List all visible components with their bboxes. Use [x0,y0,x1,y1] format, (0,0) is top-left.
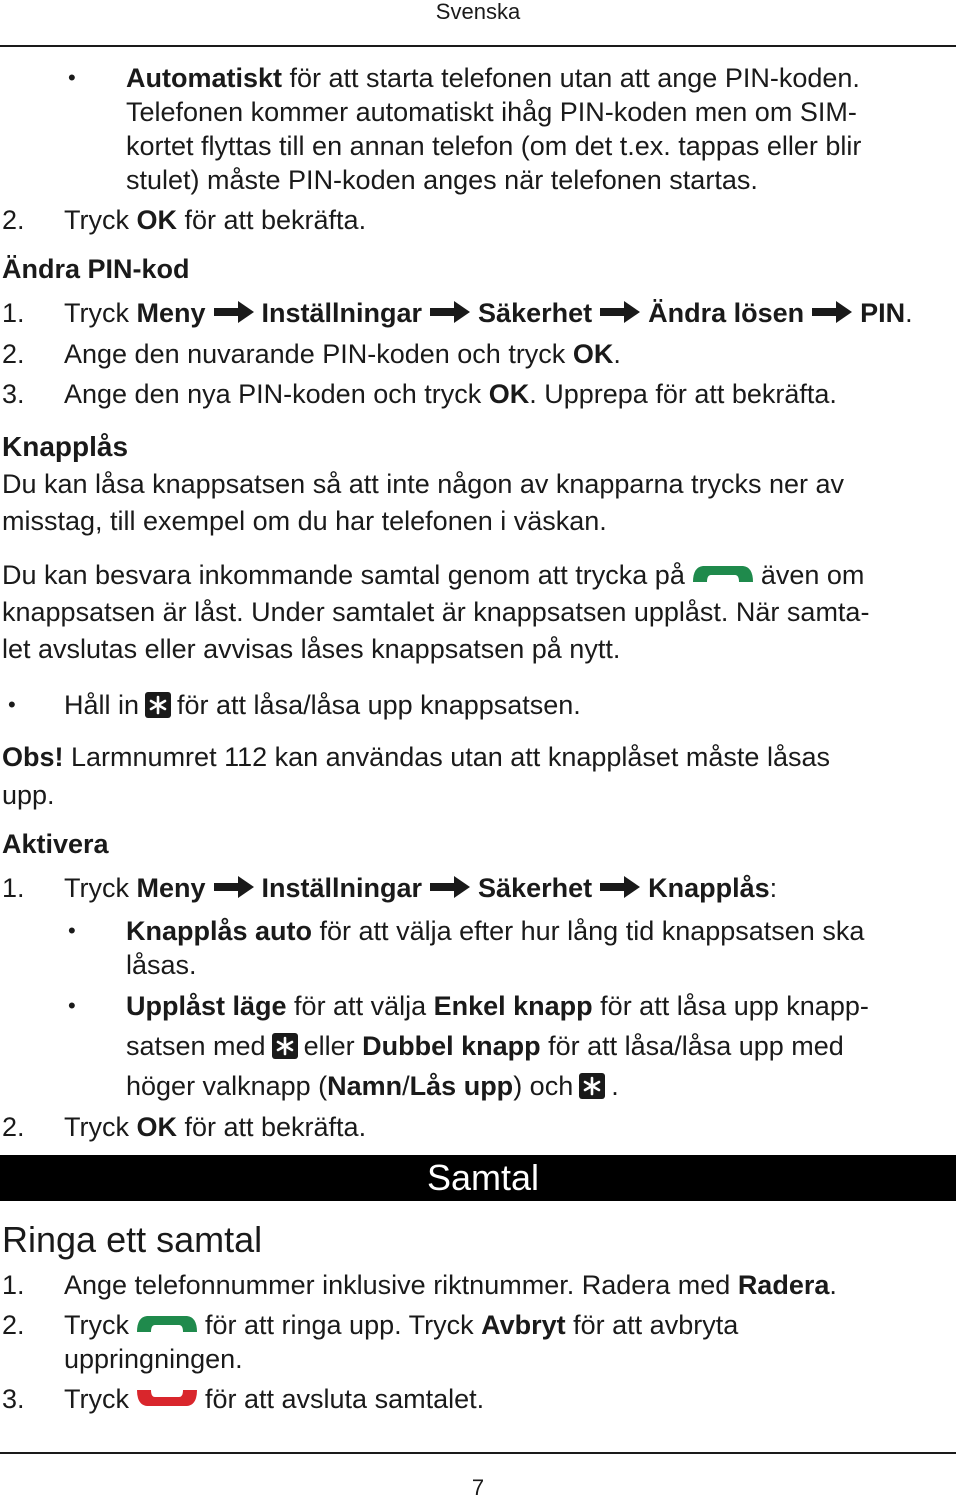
change-pin-heading: Ändra PIN-kod [2,254,190,284]
unlock-mode-option-line: höger valknapp (Namn/Lås upp) och . [126,1071,619,1101]
star-key-icon [579,1073,605,1099]
step-number: 1. [2,298,25,328]
auto-pin-text-line: stulet) måste PIN-koden anges när telefonen startas. [126,165,758,195]
arrow-right-icon [598,299,642,325]
section-title-bar [0,1155,956,1201]
step-number: 1. [2,1270,25,1300]
step-number: 3. [2,1384,25,1414]
end-call-key-icon [135,1388,199,1408]
answer-call-paragraph-line: knappsatsen är låst. Under samtalet är knappsatsen upplåst. När samta- [2,597,870,627]
bullet-marker: • [8,692,16,717]
activate-heading: Aktivera [2,829,109,859]
dial-step-line: uppringningen. [64,1344,243,1374]
enter-current-pin-step: Ange den nuvarande PIN-koden och tryck OK. [64,339,621,369]
arrow-right-icon [212,874,256,900]
hold-star-instruction: Håll in för att låsa/låsa upp knappsatsen. [64,690,581,720]
arrow-right-icon [428,299,472,325]
star-key-icon [272,1033,298,1059]
activate-menu-path: Tryck Meny Inställningar Säkerhet Knapplås: [64,873,778,903]
step-number: 2. [2,1112,25,1142]
step-number: 3. [2,379,25,409]
make-call-heading: Ringa ett samtal [2,1219,263,1260]
auto-pin-text-line: Telefonen kommer automatiskt ihåg PIN-koden men om SIM- [126,97,857,127]
step-number: 2. [2,205,25,235]
page-number: 7 [471,1475,485,1500]
dial-step: Tryck för att ringa upp. Tryck Avbryt för att avbryta [64,1310,739,1340]
bullet-marker: • [68,65,76,90]
unlock-mode-option-line: satsen med eller Dubbel knapp för att låsa/låsa upp med [126,1031,844,1061]
call-key-icon [135,1314,199,1334]
section-title: Samtal [426,1157,540,1198]
step-number: 2. [2,339,25,369]
enter-new-pin-step: Ange den nya PIN-koden och tryck OK. Upprepa för att bekräfta. [64,379,837,409]
page-header-language: Svenska [435,0,521,24]
unlock-mode-option: Upplåst läge för att välja Enkel knapp för att låsa upp knapp- [126,991,869,1021]
answer-call-paragraph-line: Du kan besvara inkommande samtal genom att trycka på även om [2,560,865,590]
keylock-auto-option-line: låsas. [126,950,197,980]
auto-pin-option: Automatiskt för att starta telefonen utan att ange PIN-koden. [126,63,860,93]
confirm-step: Tryck OK för att bekräfta. [64,1112,367,1142]
keylock-paragraph-line: misstag, till exempel om du har telefonen i väskan. [2,506,607,536]
arrow-right-icon [598,874,642,900]
answer-call-paragraph-line: let avslutas eller avvisas låses knappsatsen på nytt. [2,634,621,664]
enter-number-step: Ange telefonnummer inklusive riktnummer. Radera med Radera. [64,1270,837,1300]
star-key-icon [145,692,171,718]
arrow-right-icon [212,299,256,325]
keylock-heading: Knapplås [2,431,129,462]
keylock-paragraph-line: Du kan låsa knappsatsen så att inte någon av knapparna trycks ner av [2,469,845,499]
end-call-step: Tryck för att avsluta samtalet. [64,1384,485,1414]
bullet-marker: • [68,918,76,943]
keylock-auto-option: Knapplås auto för att välja efter hur lång tid knappsatsen ska [126,916,865,946]
step-number: 1. [2,873,25,903]
confirm-step: Tryck OK för att bekräfta. [64,205,367,235]
bullet-marker: • [68,993,76,1018]
footer-rule [0,1452,956,1454]
header-rule [0,45,956,47]
emergency-note: Obs! Larmnumret 112 kan användas utan att knapplåset måste låsas [2,742,830,772]
call-key-icon [691,564,755,584]
step-number: 2. [2,1310,25,1340]
change-pin-menu-path: Tryck Meny Inställningar Säkerhet Ändra lösen PIN. [64,298,913,328]
arrow-right-icon [428,874,472,900]
auto-pin-text-line: kortet flyttas till en annan telefon (om det t.ex. tappas eller blir [126,131,862,161]
arrow-right-icon [810,299,854,325]
emergency-note-line: upp. [2,780,55,810]
